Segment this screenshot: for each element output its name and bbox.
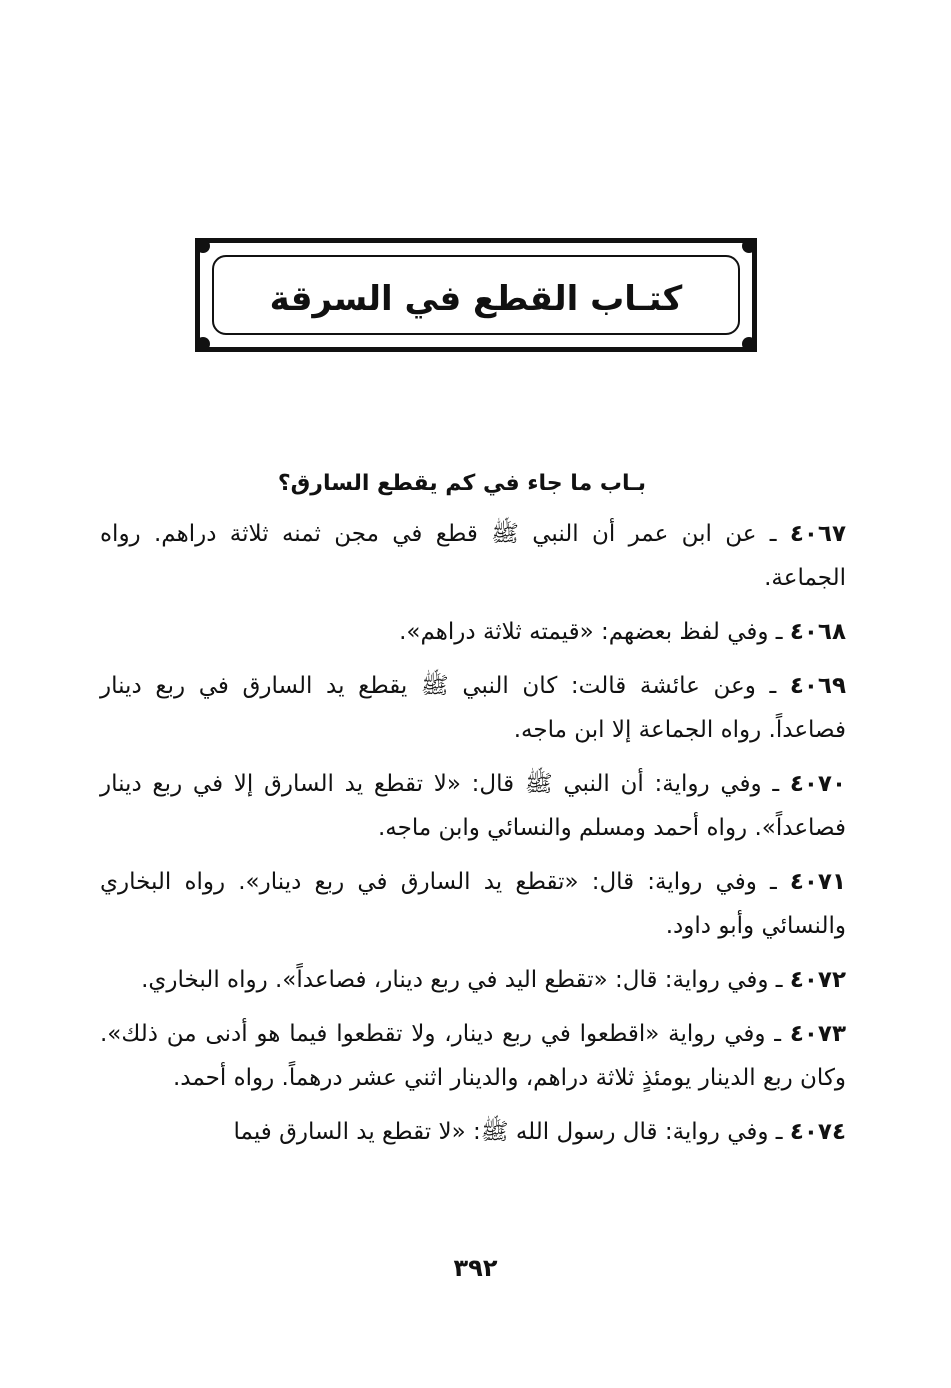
hadith-number: ٤٠٧١ [789, 869, 846, 895]
frame-corner-ornament [196, 239, 210, 253]
chapter-heading: بـاب ما جاء في كم يقطع السارق؟ [277, 471, 646, 496]
hadith-paragraph [100, 1012, 846, 1100]
hadith-number: ٤٠٦٨ [789, 619, 846, 645]
page-content [100, 462, 846, 1164]
title-frame [195, 238, 757, 352]
hadith-text: ـ وفي رواية «اقطعوا في ربع دينار، ولا تقطعوا فيما هو أدنى من ذلك». وكان ربع الدينار يومئذٍ ثلاثة دراهم، والدينار اثني عشر درهماً. رواه أحمد. [100, 1021, 846, 1091]
hadith-number: ٤٠٧٠ [789, 771, 846, 797]
hadith-text: ـ وفي رواية: قال: «تقطع يد السارق في ربع دينار». رواه البخاري والنسائي وأبو داود. [100, 869, 846, 939]
hadith-text: ـ وفي رواية: قال رسول الله ﷺ: «لا تقطع يد السارق فيما [233, 1119, 790, 1145]
hadith-paragraph [100, 1110, 846, 1154]
hadith-text: ـ عن ابن عمر أن النبي ﷺ قطع في مجن ثمنه ثلاثة دراهم. رواه الجماعة. [100, 521, 846, 591]
book-title: كتـاب القطع في السرقة [269, 279, 683, 319]
hadith-number: ٤٠٧٤ [789, 1119, 846, 1145]
hadith-paragraph [100, 664, 846, 752]
hadith-number: ٤٠٦٩ [789, 673, 846, 699]
frame-corner-ornament [742, 239, 756, 253]
hadith-number: ٤٠٦٧ [789, 521, 846, 547]
frame-corner-ornament [742, 337, 756, 351]
hadith-text: ـ وفي رواية: قال: «تقطع اليد في ربع دينار، فصاعداً». رواه البخاري. [141, 967, 790, 993]
hadith-paragraph [100, 958, 846, 1002]
page-number: ٣٩٢ [453, 1254, 498, 1282]
hadith-paragraph [100, 610, 846, 654]
hadith-paragraph [100, 860, 846, 948]
hadith-paragraph [100, 762, 846, 850]
hadith-number: ٤٠٧٢ [789, 967, 846, 993]
frame-corner-ornament [196, 337, 210, 351]
hadith-paragraph [100, 512, 846, 600]
hadith-text: ـ وفي لفظ بعضهم: «قيمته ثلاثة دراهم». [399, 619, 790, 645]
hadith-text: ـ وعن عائشة قالت: كان النبي ﷺ يقطع يد السارق في ربع دينار فصاعداً. رواه الجماعة إلا ابن ماجه. [100, 673, 846, 743]
hadith-number: ٤٠٧٣ [789, 1021, 846, 1047]
hadith-text: ـ وفي رواية: أن النبي ﷺ قال: «لا تقطع يد السارق إلا في ربع دينار فصاعداً». رواه أحمد ومسلم والنسائي وابن ماجه. [100, 771, 846, 841]
